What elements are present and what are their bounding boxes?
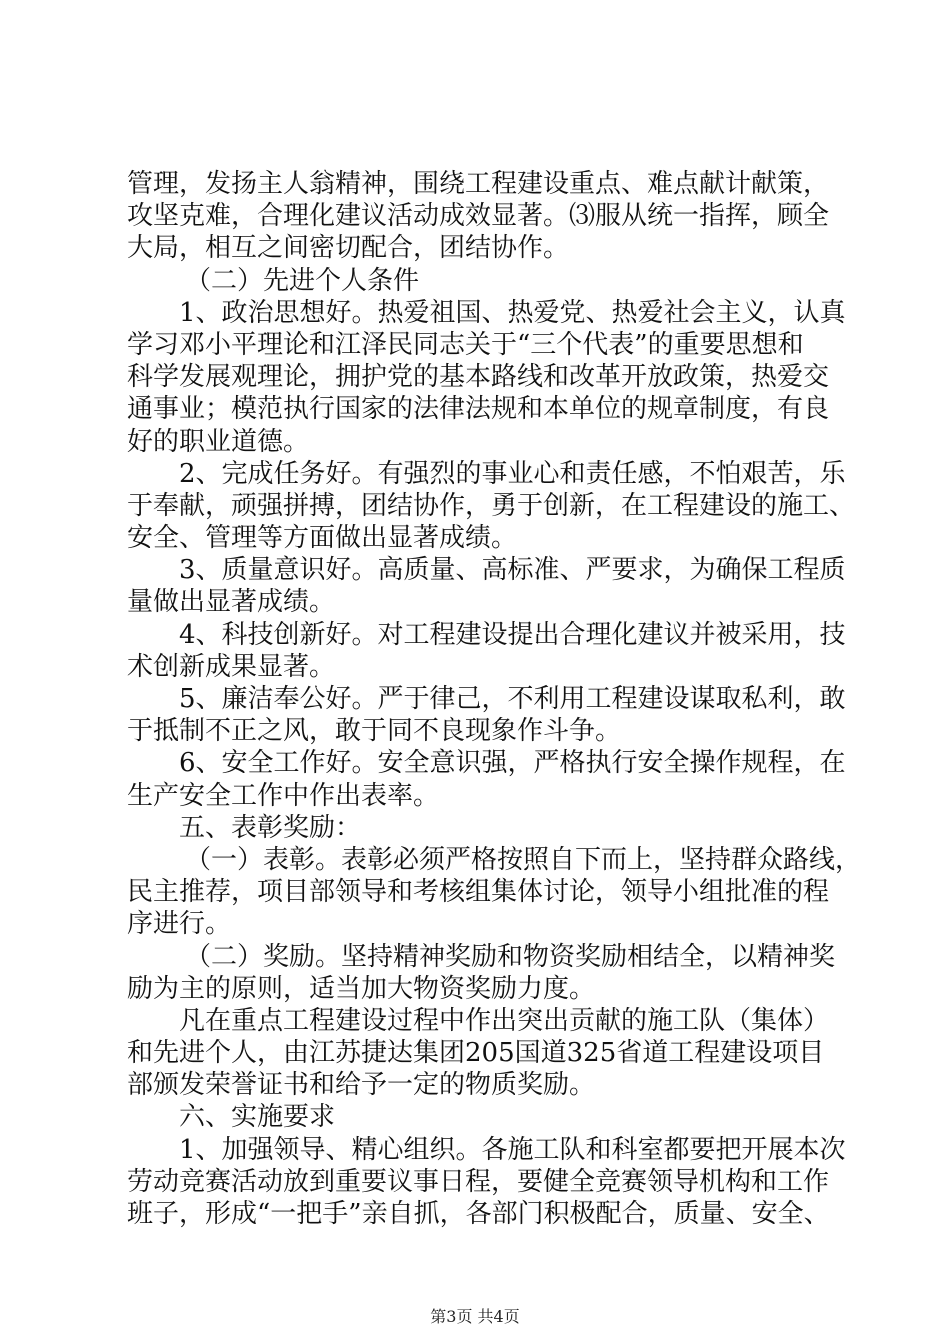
text-line: （二）奖励。坚持精神奖励和物资奖励相结全，以精神奖 [185,941,836,972]
section-heading: 六、实施要求 [179,1102,336,1133]
text-line: 4、科技创新好。对工程建设提出合理化建议并被采用，技 [179,619,846,650]
text-line: 攻坚克难，合理化建议活动成效显著。⑶服从统一指挥，顾全 [127,201,830,232]
text-line: 3、质量意识好。高质量、高标准、严要求，为确保工程质 [179,555,846,586]
text-line: 劳动竞赛活动放到重要议事日程，要健全竞赛领导机构和工作 [127,1166,830,1197]
text-line: 大局，相互之间密切配合，团结协作。 [127,233,570,264]
section-heading: （二）先进个人条件 [185,265,420,296]
text-line: 于奉献，顽强拼搏，团结协作，勇于创新，在工程建设的施工、 [127,490,856,521]
text-line: 生产安全工作中作出表率。 [127,780,440,811]
text-line: 序进行。 [127,909,232,940]
text-line: 量做出显著成绩。 [127,587,336,618]
text-line: 班子，形成“一把手”亲自抓，各部门积极配合，质量、安全、 [127,1199,830,1229]
text-line: 好的职业道德。 [127,426,310,457]
text-line: 于抵制不正之风，敢于同不良现象作斗争。 [127,716,622,747]
section-heading: 五、表彰奖励： [179,812,362,843]
text-line: 术创新成果显著。 [127,651,336,682]
text-line: 安全、管理等方面做出显著成绩。 [127,523,518,554]
text-line: 民主推荐，项目部领导和考核组集体讨论，领导小组批准的程 [127,877,830,908]
page-number-footer: 第3页 共4页 [430,1307,520,1326]
text-line: 1、加强领导、精心组织。各施工队和科室都要把开展本次 [179,1134,846,1165]
text-line: 部颁发荣誉证书和给予一定的物质奖励。 [127,1070,596,1101]
text-line: 5、廉洁奉公好。严于律己，不利用工程建设谋取私利，敢 [179,684,846,714]
text-line: 管理，发扬主人翁精神，围绕工程建设重点、难点献计献策， [127,169,830,199]
body-text [127,168,862,1230]
text-line: 学习邓小平理论和江泽民同志关于“三个代表”的重要思想和 [127,329,804,360]
text-line: 和先进个人，由江苏捷达集团205国道325省道工程建设项目 [127,1038,825,1069]
text-line: 凡在重点工程建设过程中作出突出贡献的施工队（集体） [179,1005,830,1036]
text-line: 1、政治思想好。热爱祖国、热爱党、热爱社会主义，认真 [179,297,846,328]
text-line: 2、完成任务好。有强烈的事业心和责任感，不怕艰苦，乐 [179,458,846,489]
text-line: 励为主的原则，适当加大物资奖励力度。 [127,973,596,1004]
text-line: 科学发展观理论，拥护党的基本路线和改革开放政策，热爱交 [127,362,830,393]
text-line: （一）表彰。表彰必须严格按照自下而上，坚持群众路线， [185,844,862,875]
text-line: 6、安全工作好。安全意识强，严格执行安全操作规程，在 [179,748,846,779]
text-line: 通事业；模范执行国家的法律法规和本单位的规章制度，有良 [127,394,830,425]
